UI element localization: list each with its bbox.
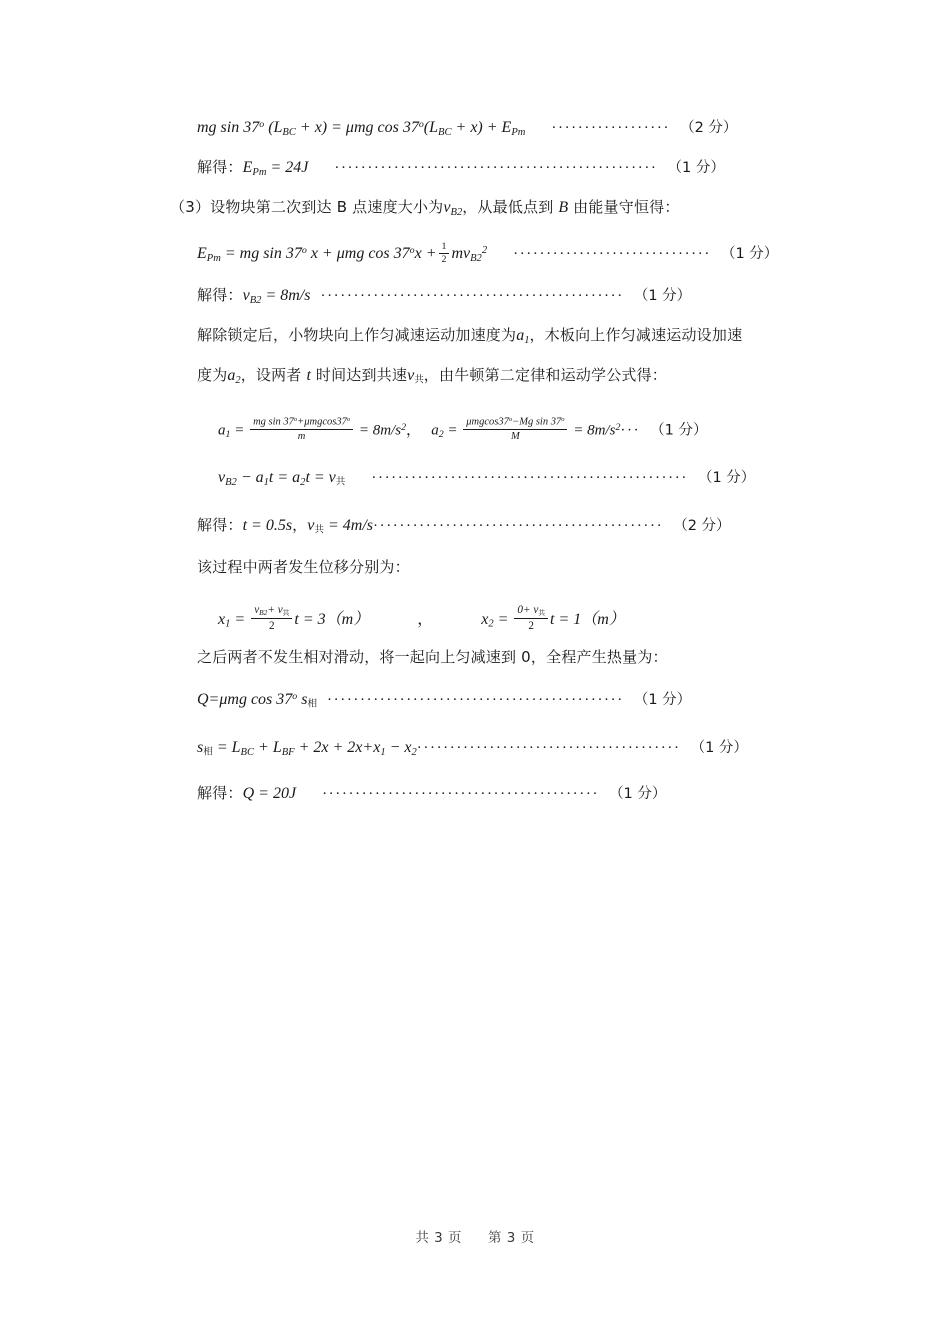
equation-common-velocity (218, 470, 755, 489)
subscript-2: 2 (488, 618, 494, 630)
epm-symbol: E (242, 159, 253, 176)
comma-separator: ， (406, 420, 422, 439)
subscript-b2: B2 (259, 608, 268, 618)
term-t2: t = v (305, 469, 336, 486)
dot-leader: ········································ (416, 740, 681, 756)
subscript-pm: Pm (511, 126, 526, 138)
degree-symbol-1: o (293, 416, 298, 424)
dot-leader: ·········································· (322, 786, 600, 802)
degree-symbol-2: o (346, 416, 351, 424)
time-symbol: t (306, 367, 311, 384)
s-symbol: s (197, 739, 204, 756)
subscript-gong: 共 (314, 524, 324, 536)
q-value: Q = 20J (242, 785, 297, 802)
x2-symbol: x (481, 610, 489, 628)
eq-mid: (L (264, 119, 283, 136)
fraction-numerator (251, 604, 292, 619)
acceleration-a2-symbol: a (227, 367, 236, 384)
eq-sign: = L (212, 739, 241, 756)
solve-label: 解得： (197, 286, 243, 304)
subscript-1: 1 (225, 429, 231, 441)
paragraph-text-d: ，由牛顿第二定律和运动学公式得： (423, 366, 667, 384)
a1-equals: = (230, 422, 249, 439)
subscript-pm: Pm (252, 166, 267, 178)
subscript-bc-2: BC (438, 126, 452, 138)
x2-result: t = 1（m） (550, 610, 625, 628)
vb2-symbol: v (218, 469, 226, 486)
equation-relative-displacement (197, 740, 748, 759)
score-marker: （1 分） (633, 692, 692, 708)
velocity-value: = 8m/s (261, 287, 311, 304)
degree-symbol-2: o (561, 416, 565, 424)
subscript-xiang: 相 (203, 746, 213, 758)
fraction-denominator: m (297, 431, 306, 443)
score-marker: （1 分） (633, 288, 692, 304)
subscript-b2: B2 (450, 206, 463, 218)
equation-displacements (218, 606, 625, 634)
subscript-1: 1 (263, 476, 269, 488)
subscript-gong: 共 (335, 476, 346, 488)
dot-leader: ·················· (551, 120, 671, 136)
numerator-part-2: −Mg sin 37 (512, 416, 562, 428)
dot-leader: ················································ (371, 470, 688, 486)
question-3-intro (170, 200, 680, 219)
term-x2: x + (414, 244, 437, 262)
numerator-part-2: +μmgcos37 (297, 416, 347, 428)
subscript-bc-1: BC (282, 126, 296, 138)
displacement-intro-text: 该过程中两者发生位移分别为： (197, 558, 410, 576)
score-marker: （1 分） (667, 160, 725, 176)
plus-l: + L (254, 739, 282, 756)
subscript-2: 2 (438, 429, 444, 441)
score-marker: （1 分） (697, 470, 756, 486)
equation-epm-expanded (197, 242, 778, 266)
subscript-1: 1 (225, 618, 231, 630)
fraction-denominator: 2 (268, 620, 275, 633)
intro-text-b: ，从最低点到 (462, 198, 559, 216)
fraction-denominator: 2 (528, 620, 535, 633)
solution-vb2-line (197, 288, 691, 307)
fraction-a1 (250, 416, 353, 442)
common-velocity-value: = 4m/s (323, 517, 374, 534)
paragraph-text-c: 时间达到共速 (310, 366, 408, 384)
dot-leader: ·············································· (320, 288, 624, 304)
equation-heat (197, 692, 691, 709)
a2-equals: = (443, 422, 462, 439)
heat-intro-text: 之后两者不发生相对滑动，将一起向上匀减速到 0，全程产生热量为： (197, 648, 668, 666)
subscript-2: 2 (300, 476, 306, 488)
score-marker: （1 分） (720, 245, 779, 262)
numerator-v: v (254, 604, 260, 617)
point-b-symbol: B (558, 199, 569, 216)
score-marker: （1 分） (609, 786, 667, 802)
subscript-b2: B2 (470, 252, 482, 264)
subscript-b2: B2 (225, 476, 237, 488)
question-number: （3） (170, 198, 211, 216)
subscript-bc: BC (240, 746, 255, 758)
fraction-numerator: 1 (439, 242, 450, 255)
x1-symbol: x (218, 610, 226, 628)
rest-a: + 2x + 2x+x (294, 739, 381, 756)
unlock-paragraph-line-1 (197, 328, 742, 347)
subscript-gong: 共 (282, 609, 290, 618)
paragraph-text-a: 解除锁定后，小物块向上作匀减速运动加速度为 (197, 326, 517, 344)
degree-symbol: o (292, 691, 298, 703)
eq-tail-2: + x) + E (451, 119, 512, 136)
q-expression: Q=μmg cos 37 (197, 691, 293, 708)
numerator-part-1: μmgcos37 (466, 416, 509, 428)
unlock-paragraph-line-2 (197, 368, 667, 387)
acceleration-a1-symbol: a (516, 327, 525, 344)
epm-value: = 24J (266, 159, 309, 176)
x1-equals: = (230, 610, 250, 628)
solution-q-line (197, 786, 666, 802)
page-footer (0, 1226, 950, 1246)
fraction-x1 (251, 604, 292, 632)
eq-lhs: mg sin 37 (197, 119, 260, 136)
subscript-gong: 共 (414, 374, 424, 386)
numerator-part-1: mg sin 37 (253, 416, 294, 428)
subscript-bf: BF (281, 746, 295, 758)
dot-leader: ················································· (334, 160, 658, 176)
common-velocity-symbol: v (307, 517, 315, 534)
equation-energy-conservation (197, 120, 737, 139)
rest-b: − x (385, 739, 412, 756)
score-marker: （2 分） (680, 120, 738, 136)
solution-t-vgong-line (197, 518, 731, 535)
degree-symbol-1: o (259, 119, 265, 131)
solve-label: 解得： (197, 158, 243, 176)
subscript-1: 1 (524, 334, 530, 346)
fraction-numerator (250, 416, 353, 430)
subscript-1: 1 (380, 746, 386, 758)
a1-symbol: a (218, 422, 226, 439)
time-value: t = 0.5s (242, 517, 293, 534)
fraction-denominator: 2 (441, 254, 447, 266)
fraction-denominator: M (510, 431, 520, 443)
velocity-symbol: v (443, 199, 451, 216)
paragraph-text-b: ，设两者 (240, 366, 307, 384)
fraction-x2 (514, 604, 548, 632)
numerator-plus-v: + v (267, 604, 283, 617)
a2-symbol: a (431, 422, 439, 439)
intro-text-c: 由能量守恒得： (568, 198, 680, 216)
subscript-b2: B2 (249, 294, 262, 306)
intro-text-a: 设物块第二次到达 B 点速度大小为 (210, 198, 444, 216)
eq-mid: = mg sin 37 (220, 244, 302, 262)
degree-symbol-1: o (301, 244, 307, 256)
term-t1: t = a (268, 469, 301, 486)
superscript-2: 2 (401, 421, 406, 433)
score-marker: （2 分） (673, 518, 731, 534)
paragraph-text-a: 度为 (197, 366, 228, 384)
dot-leader: ······························ (513, 245, 711, 262)
superscript-2: 2 (615, 421, 621, 433)
score-marker: （1 分） (690, 740, 748, 756)
eq-plus-x-1: + x) = μmg cos 37 (295, 119, 419, 136)
score-marker: （1 分） (650, 422, 708, 439)
fraction-a2 (463, 416, 567, 442)
total-pages-label: 共 3 页 (415, 1230, 462, 1246)
current-page-label: 第 3 页 (488, 1230, 535, 1246)
superscript-2: 2 (481, 245, 488, 257)
term-x1: x + μmg cos 37 (306, 244, 410, 262)
x1-result: t = 3（m） (294, 610, 370, 628)
degree-symbol-2: o (418, 119, 424, 131)
x2-equals: = (493, 610, 513, 628)
subscript-2: 2 (411, 746, 417, 758)
term-mv: mv (451, 244, 471, 262)
solve-label: 解得： (197, 516, 243, 534)
numerator-zero-plus-v: 0+ v (517, 604, 539, 617)
eq-tail: (L (423, 119, 439, 136)
a1-value: = 8m/s (355, 422, 402, 439)
subscript-xiang: 相 (307, 698, 318, 710)
comma-separator: ， (417, 610, 434, 628)
degree-symbol-2: o (409, 244, 415, 256)
degree-symbol-1: o (508, 416, 513, 424)
paragraph-text-b: ，木板向上作匀减速运动设加速 (529, 326, 743, 344)
subscript-gong: 共 (538, 609, 546, 618)
eq-mid: − a (236, 469, 264, 486)
fraction-numerator (514, 604, 548, 619)
velocity-symbol: v (242, 287, 250, 304)
dot-leader: ············································· (327, 692, 624, 708)
fraction-one-half (439, 242, 450, 266)
dot-leader: ··· (620, 422, 641, 439)
comma-separator: ， (292, 516, 308, 534)
fraction-numerator (463, 416, 567, 430)
epm-symbol: E (197, 244, 207, 262)
solution-epm-line (197, 160, 725, 179)
a2-value: = 8m/s (569, 422, 616, 439)
solve-label: 解得： (197, 784, 243, 802)
equation-accelerations (218, 418, 708, 444)
s-symbol: s (297, 691, 308, 708)
subscript-pm: Pm (206, 252, 221, 264)
subscript-2: 2 (235, 374, 241, 386)
dot-leader: ············································ (373, 518, 664, 534)
common-velocity-symbol: v (407, 367, 415, 384)
